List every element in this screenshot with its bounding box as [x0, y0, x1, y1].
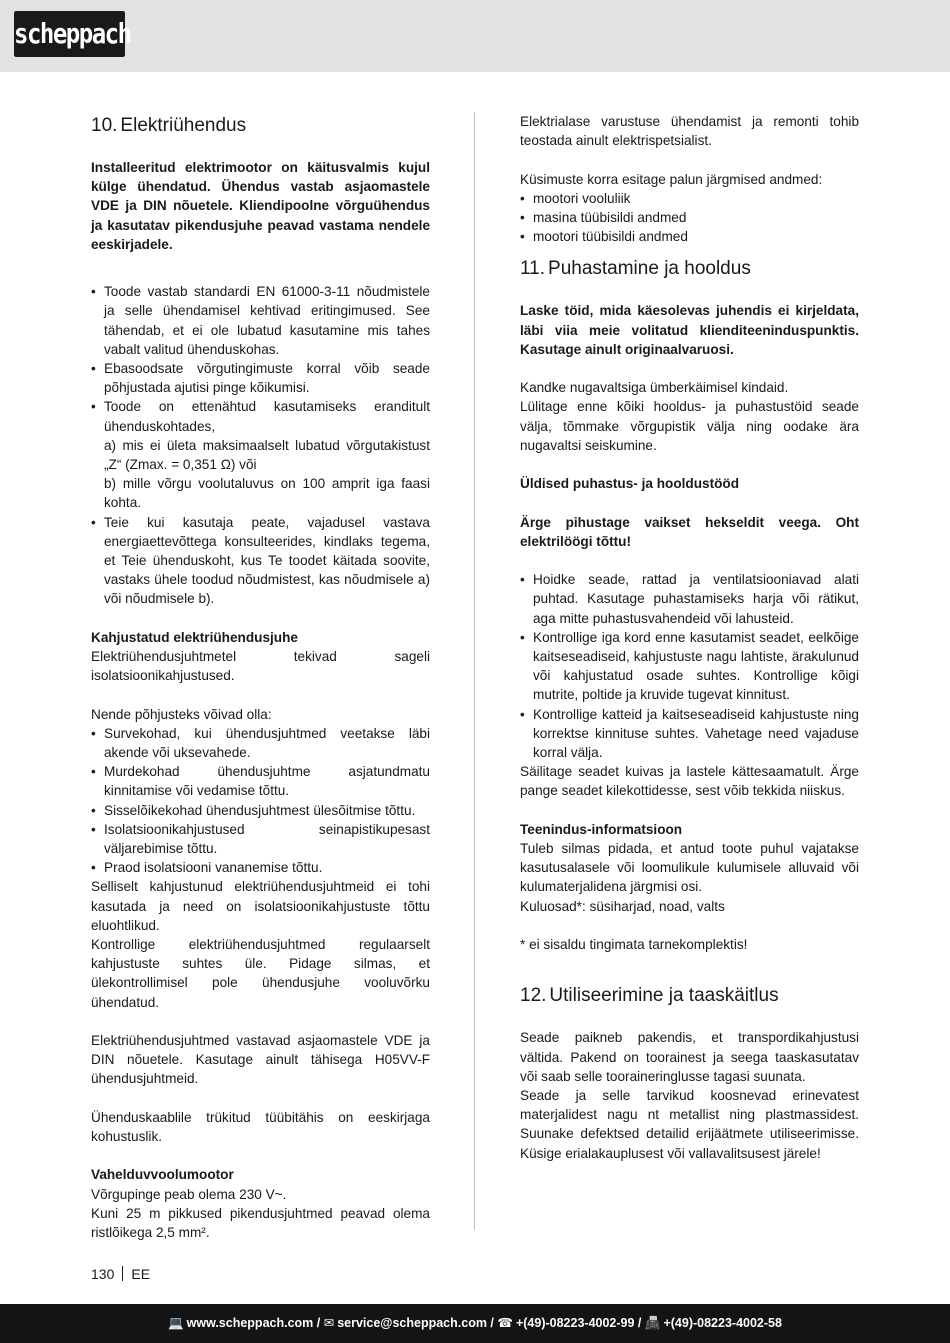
causes-intro: Nende põhjusteks võivad olla: [91, 706, 272, 722]
right-column [520, 112, 859, 1163]
section-12-heading [520, 982, 859, 1010]
list-item [91, 397, 430, 512]
language-code: EE [131, 1266, 151, 1282]
left-column [91, 112, 430, 1242]
ac-motor-heading: Vahelduvvoolumootor [91, 1167, 234, 1183]
list-item: • Teie kui kasutaja peate, vajadusel vastava energiaettevõttega konsulteerides, kindlaks tegema, et Teie ühenduskoht, kus Te toodet käitada soovite, vastaks ühele toodud nõudmistest, kas nõudmisele a) või nõudmisele b). [91, 513, 430, 609]
section-title: Utiliseerimine ja taaskäitlus [549, 985, 779, 1007]
fax-number: +(49)-08223-4002-58 [663, 1316, 782, 1330]
service-text: Tuleb silmas pidada, et antud toote puhul vajatakse kasutusalasele või loomulikule kulumisele alluvaid või kulumaterjalidena järgmisi osi. [520, 841, 859, 895]
maintenance-list [520, 570, 859, 762]
requirements-list [91, 282, 430, 608]
separator: / [313, 1316, 324, 1330]
separator: / [486, 1316, 498, 1330]
header-bar [0, 0, 950, 72]
phone-number: +(49)-08223-4002-99 [515, 1316, 635, 1330]
general-maintenance-heading: Üldised puhastus- ja hooldustööd [520, 476, 740, 492]
footer-bar [0, 1304, 950, 1343]
list-item: • Praod isolatsiooni vananemise tõttu. [91, 858, 430, 877]
brand-logo: scheppach [14, 11, 125, 57]
page-number-value: 130 [91, 1266, 115, 1282]
section-number: 10. [91, 115, 118, 136]
damaged-cable-text: Elektriühendusjuhtmetel tekivad sageli isolatsioonikahjustused. [91, 649, 430, 684]
list-item-text: • Toode on ettenähtud kasutamiseks eranditult ühenduskohtades, [104, 399, 430, 434]
causes-list [91, 724, 430, 878]
list-item: • Ebasoodsate võrgutingimuste korral võib seade põhjustada ajutisi pinge kõikumisi. [91, 359, 430, 397]
fax-icon: 📠 [644, 1316, 661, 1330]
wear-parts-text: Kuluosad*: süsiharjad, noad, valts [520, 898, 725, 914]
page-number [91, 1265, 150, 1283]
list-item: • mootori tüübisildi andmed [520, 227, 859, 246]
list-item: • masina tüübisildi andmed [520, 208, 859, 227]
list-item: • Toode vastab standardi EN 61000-3-11 nõudmistele ja selle ühendamisel kehtivad eritingimused. See tähendab, et ei ole lubatud kasutamine mis tahes vabalt valitud ühenduskohas. [91, 282, 430, 359]
section-11-heading [520, 255, 859, 283]
storage-text: Säilitage seadet kuivas ja lastele kättesaamatult. Ärge pange seadet kilekottidesse, sest võib tekkida niiskus. [520, 764, 859, 799]
website-link[interactable]: www.scheppach.com [186, 1316, 314, 1330]
list-item: • mootori vooluliik [520, 189, 859, 208]
paragraph: Elektriühendusjuhtmed vastavad asjaomastele VDE ja DIN nõuetele. Kasutage ainult tähisega H05VV-F ühendusjuhtmeid. [91, 1033, 430, 1087]
damaged-cable-heading: Kahjustatud elektriühendusjuhe [91, 629, 298, 645]
section-10-heading [91, 112, 430, 140]
list-item-sub-b: b) mille võrgu voolutaluvus on 100 amprit iga faasi kohta. [104, 476, 430, 511]
paragraph: Seade paikneb pakendis, et transpordikahjustusi vältida. Pakend on toorainest ja seega taaskasutatav või saab selle tooraineringlusse tagasi suunata. [520, 1030, 859, 1084]
list-item: • Kontrollige katteid ja kaitseseadiseid kahjustuste ning korrektse kinnituse suhtes. Vahetage need vajaduse korral välja. [520, 705, 859, 763]
list-item: • Isolatsioonikahjustused seinapistikupesast väljarebimise tõttu. [91, 820, 430, 858]
list-item-sub-a: a) mis ei ületa maksimaalselt lubatud võrgutakistust „Z“ (Zmax. = 0,351 Ω) või [104, 437, 430, 473]
service-info-heading: Teenindus-informatsioon [520, 821, 683, 837]
section-title: Elektriühendus [120, 115, 247, 136]
list-item: • Survekohad, kui ühendusjuhtmed veetakse läbi akende või uksevahede. [91, 724, 430, 762]
column-divider [474, 112, 475, 1230]
mail-icon: ✉ [323, 1316, 335, 1330]
section-number: 12. [520, 985, 547, 1007]
list-item: • Sisselõikekohad ühendusjuhtmest ülesõitmise tõttu. [91, 801, 430, 820]
section-number: 11. [520, 258, 546, 280]
ac-voltage-text: Võrgupinge peab olema 230 V~. [91, 1186, 287, 1202]
phone-icon: ☎ [497, 1316, 513, 1330]
list-item: • Murdekohad ühendusjuhtme asjatundmatu kinnitamise või vedamise tõttu. [91, 762, 430, 800]
paragraph: Kontrollige elektriühendusjuhtmed regulaarselt kahjustuste suhtes üle. Pidage silmas, et ülekontrollimisel pole ühendusjuhe vooluvõrku ühendatud. [91, 937, 430, 1010]
warning-text: Ärge pihustage vaikset hekseldit veega. Oht elektrilöögi tõttu! [520, 514, 859, 549]
bold-paragraph: Laske töid, mida käesolevas juhendis ei kirjeldata, läbi viia meie volitatud klienditeeninduspunktis. Kasutage ainult originaalvaruosi. [520, 303, 859, 357]
paragraph: Ühenduskaablile trükitud tüübitähis on eeskirjaga kohustuslik. [91, 1109, 430, 1145]
ac-extension-text: Kuni 25 m pikkused pikendusjuhtmed peavad olema ristlõikega 2,5 mm². [91, 1205, 430, 1241]
list-item: • Hoidke seade, rattad ja ventilatsiooniavad alati puhtad. Kasutage puhastamiseks harja või rätikut, aga mitte puhastusvahendeid või lahusteid. [520, 570, 859, 628]
questions-intro: Küsimuste korra esitage palun järgmised andmed: [520, 171, 823, 187]
paragraph: Lülitage enne kõiki hooldus- ja puhastustöid seade välja, tõmmake võrgupistik välja ning oodake ära nugavaltsi seiskumine. [520, 399, 859, 453]
questions-list [520, 189, 859, 247]
footnote: * ei sisaldu tingimata tarnekomplektis! [520, 937, 748, 953]
separator: / [634, 1316, 645, 1330]
section-title: Puhastamine ja hooldus [548, 258, 751, 280]
paragraph: Elektrialase varustuse ühendamist ja remonti tohib teostada ainult elektrispetsialist. [520, 114, 859, 149]
paragraph: Kandke nugavaltsiga ümberkäimisel kindaid. [520, 380, 789, 396]
paragraph: Selliselt kahjustunud elektriühendusjuhtmeid ei tohi kasutada ja need on isolatsioonikahjustuste tõttu eluohtlikud. [91, 879, 430, 933]
intro-bold-paragraph: Installeeritud elektrimootor on käitusvalmis kujul külge ühendatud. Ühendus vastab asjaomastele VDE ja DIN nõuetele. Kliendipoolne võrguühendus ja kasutatav pikendusjuhe peavad vastama nendele eeskirjadele. [91, 160, 430, 252]
email-link[interactable]: service@scheppach.com [337, 1316, 487, 1330]
paragraph: Seade ja selle tarvikud koosnevad erinevatest materjalidest nagu nt metallist ning plastmassidest. Suunake defektsed detailid erijäätmete utiliseerimisse. Küsige erialakauplusest või vallavalitsusest järele! [520, 1088, 859, 1161]
list-item: • Kontrollige iga kord enne kasutamist seadet, eelkõige kaitseseadiseid, kahjustuste nagu lahtiste, ärakulunud või kahjustatud osade suhtes. Kontrollige kõigi mutrite, poltide ja kruvide tugevat kinnitust. [520, 628, 859, 705]
computer-icon: 💻 [168, 1316, 184, 1330]
